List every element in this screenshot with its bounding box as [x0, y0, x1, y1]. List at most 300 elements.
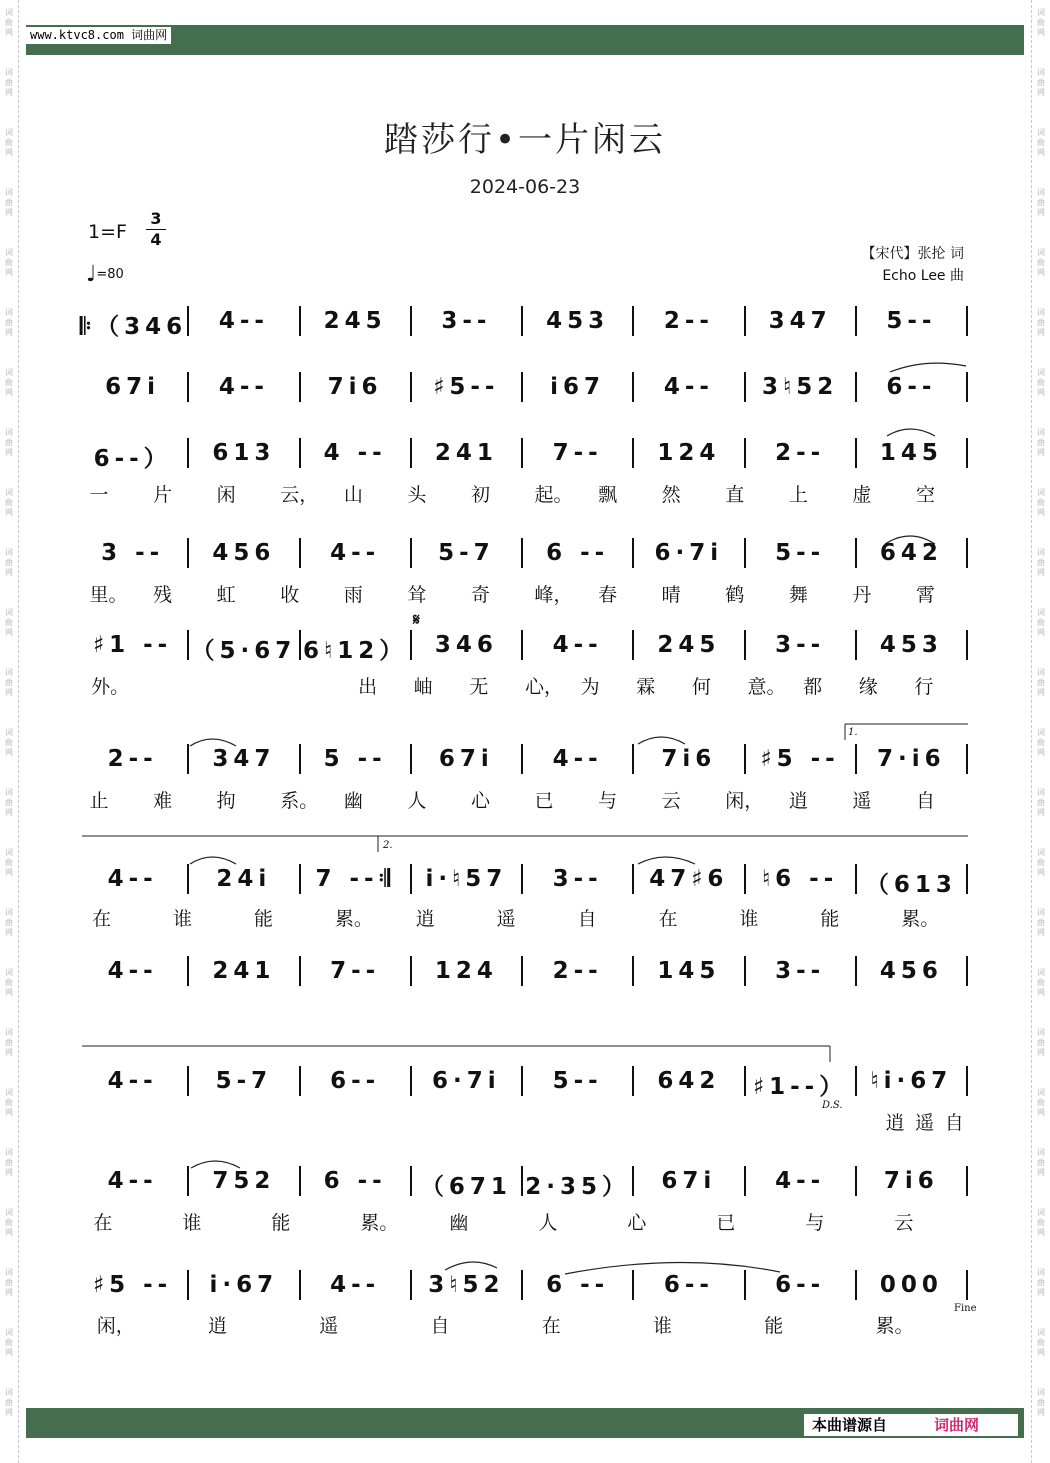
barline [410, 538, 412, 568]
composer-credit: Echo Lee 曲 [882, 268, 964, 284]
lyric-syllable: 鹤 [725, 584, 745, 606]
lyric-syllable: 累。 [901, 908, 940, 930]
watermark-text: 词曲网 [5, 1028, 13, 1057]
watermark-text: 词曲网 [1037, 1088, 1045, 1117]
measure: 145 [657, 958, 721, 984]
score-row [80, 1168, 970, 1198]
watermark-text: 词曲网 [5, 128, 13, 157]
fine-marking: Fine [954, 1303, 977, 1314]
lyric-syllable: 在 [92, 908, 112, 930]
watermark-text: 词曲网 [5, 248, 13, 277]
measure: 6·7i [654, 540, 724, 566]
watermark-text: 词曲网 [5, 1328, 13, 1357]
lyric-syllable: 耸 [407, 584, 427, 606]
lyric-syllable: 春 [598, 584, 618, 606]
lyric-syllable: 遥 [915, 1112, 935, 1134]
measure: 4-- [552, 746, 603, 772]
score-row [80, 540, 970, 570]
measure: 453 [546, 308, 610, 334]
watermark-text: 词曲网 [5, 368, 13, 397]
barline [521, 538, 523, 568]
score-row [80, 746, 970, 776]
measure: 5-- [886, 308, 937, 334]
barline [744, 1166, 746, 1196]
barline [855, 1270, 857, 1300]
barline [410, 306, 412, 336]
lyric-syllable: 心 [470, 790, 490, 812]
barline [521, 630, 523, 660]
lyric-syllable: 空 [915, 484, 935, 506]
key-signature: 1=F [88, 221, 127, 243]
lyric-syllable: 初 [470, 484, 490, 506]
barline [521, 1166, 523, 1196]
lyric-syllable: 人 [538, 1212, 558, 1234]
lyric-syllable: 收 [280, 584, 300, 606]
lyric-syllable: 片 [153, 484, 173, 506]
right-watermark-strip [1031, 0, 1050, 1463]
barline [187, 744, 189, 774]
watermark-text: 词曲网 [1037, 188, 1045, 217]
lyric-syllable: 已 [534, 790, 554, 812]
lyric-syllable: 难 [153, 790, 173, 812]
watermark-text: 词曲网 [1037, 8, 1045, 37]
measure: 145 [879, 440, 943, 466]
barline [744, 438, 746, 468]
barline [410, 1066, 412, 1096]
lyric-syllable: 行 [914, 676, 934, 698]
measure: 6-- [330, 1068, 381, 1094]
tie-mark [638, 857, 695, 864]
measure: 67i [438, 746, 494, 772]
barline [299, 372, 301, 402]
lyric-syllable: 奇 [470, 584, 490, 606]
lyric-syllable: 头 [407, 484, 427, 506]
measure: i67 [550, 374, 606, 400]
watermark-text: 词曲网 [1037, 668, 1045, 697]
site-url-link[interactable]: www.ktvc8.com 词曲网 [26, 27, 171, 44]
volta-2-label: 2. [383, 840, 393, 851]
barline [632, 372, 634, 402]
lyric-syllable: 累。 [360, 1212, 399, 1234]
barline [966, 438, 968, 468]
lyric-syllable: 上 [788, 484, 808, 506]
measure: 245 [323, 308, 387, 334]
watermark-text: 词曲网 [1037, 428, 1045, 457]
source-label: 本曲谱源自 [812, 1416, 888, 1434]
measure: 2·35） [525, 1174, 630, 1200]
barline [187, 438, 189, 468]
barline [521, 438, 523, 468]
barline [521, 306, 523, 336]
barline [299, 1066, 301, 1096]
quarter-note-icon: ♩ [86, 262, 97, 287]
watermark-text: 词曲网 [5, 1388, 13, 1417]
lyric-syllable: 在 [658, 908, 678, 930]
barline [521, 1270, 523, 1300]
watermark-text: 词曲网 [5, 308, 13, 337]
barline [299, 744, 301, 774]
measure: 𝄆（346 [80, 314, 188, 340]
watermark-text: 词曲网 [1037, 788, 1045, 817]
barline [966, 1270, 968, 1300]
lyric-syllable: 系。 [280, 790, 319, 812]
barline [299, 538, 301, 568]
lyric-syllable: 残 [153, 584, 173, 606]
measure: 67i [661, 1168, 717, 1194]
measure: 24i [216, 866, 272, 892]
tie-mark [190, 739, 236, 746]
lyric-syllable: 丹 [852, 584, 872, 606]
watermark-text: 词曲网 [1037, 848, 1045, 877]
lyric-syllable: 人 [407, 790, 427, 812]
watermark-text: 词曲网 [5, 1268, 13, 1297]
measure: 2-- [552, 958, 603, 984]
measure: 5-- [552, 1068, 603, 1094]
measure: 3♮52 [428, 1272, 505, 1298]
measure: 124 [434, 958, 498, 984]
barline [632, 1066, 634, 1096]
measure: 3-- [552, 866, 603, 892]
header-bar [26, 25, 1024, 55]
lyric-syllable: 谁 [173, 908, 193, 930]
barline [966, 538, 968, 568]
measure: 3♮52 [762, 374, 839, 400]
tie-mark [191, 1161, 240, 1168]
barline [299, 306, 301, 336]
lyric-syllable: 雨 [343, 584, 363, 606]
measure: i·♮57 [425, 866, 508, 892]
measure: 4 -- [323, 440, 387, 466]
measure: 752 [212, 1168, 276, 1194]
barline [299, 630, 301, 660]
lyrics-row [80, 580, 970, 604]
lyric-syllable: 岫 [413, 676, 433, 698]
lyric-syllable: 然 [661, 484, 681, 506]
watermark-text: 词曲网 [1037, 968, 1045, 997]
lyric-syllable: 与 [598, 790, 618, 812]
lyric-syllable: 飘 [598, 484, 618, 506]
score-row [80, 866, 970, 896]
lyric-syllable: 能 [764, 1315, 784, 1337]
measure: 642 [879, 540, 943, 566]
measure: ♯5 -- [93, 1272, 173, 1298]
measure: 5-7 [215, 1068, 273, 1094]
lyric-syllable: 遥 [496, 908, 516, 930]
measure: 67i [105, 374, 161, 400]
barline [744, 630, 746, 660]
lyric-syllable: 自 [944, 1112, 964, 1134]
barline [521, 864, 523, 894]
lyric-syllable: 闲 [216, 484, 236, 506]
barline [521, 744, 523, 774]
measure: 6 -- [323, 1168, 387, 1194]
barline [299, 438, 301, 468]
lyric-syllable: 自 [430, 1315, 450, 1337]
lyric-syllable: 幽 [343, 790, 363, 812]
measure: 124 [657, 440, 721, 466]
measure: 6 -- [546, 1272, 610, 1298]
segno-icon: 𝄋 [413, 610, 420, 629]
barline [299, 1270, 301, 1300]
watermark-text: 词曲网 [5, 788, 13, 817]
watermark-text: 词曲网 [5, 728, 13, 757]
lyric-syllable: 能 [253, 908, 273, 930]
barline [855, 956, 857, 986]
measure: 2-- [663, 308, 714, 334]
measure: 6♮12） [303, 638, 408, 664]
lyric-syllable: 霄 [915, 584, 935, 606]
measure: ♮6 -- [761, 866, 839, 892]
lyricist-credit: 【宋代】张抡 词 [861, 246, 964, 262]
measure: 4-- [107, 1068, 158, 1094]
watermark-text: 词曲网 [5, 428, 13, 457]
measure: ♮i·67 [870, 1068, 953, 1094]
watermark-text: 词曲网 [1037, 548, 1045, 577]
lyric-syllable: 拘 [216, 790, 236, 812]
lyric-syllable: 山 [343, 484, 363, 506]
lyric-syllable: 无 [469, 676, 489, 698]
measure: 453 [879, 632, 943, 658]
barline [744, 1066, 746, 1096]
barline [744, 864, 746, 894]
lyrics-row [80, 904, 970, 928]
barline [632, 744, 634, 774]
measure: 347 [768, 308, 832, 334]
measure: 3-- [775, 632, 826, 658]
score-row [80, 958, 970, 988]
barline [966, 956, 968, 986]
measure: 4-- [330, 540, 381, 566]
barline [855, 538, 857, 568]
watermark-text: 词曲网 [5, 908, 13, 937]
barline [855, 372, 857, 402]
measure: 613 [212, 440, 276, 466]
source-site-link[interactable]: 词曲网 [934, 1416, 980, 1434]
measure: （5·67 [191, 638, 297, 664]
watermark-text: 词曲网 [1037, 128, 1045, 157]
source-box [804, 1414, 1018, 1436]
lyric-syllable: 已 [716, 1212, 736, 1234]
lyrics-row [80, 1208, 970, 1232]
measure: 4-- [218, 308, 269, 334]
lyrics-row [80, 1311, 970, 1335]
time-signature-bottom: 4 [150, 230, 162, 249]
lyric-syllable: 虹 [216, 584, 236, 606]
barline [744, 956, 746, 986]
footer-bar [26, 1408, 1024, 1438]
tempo-marking [86, 262, 124, 287]
measure: 4-- [107, 866, 158, 892]
barline [744, 306, 746, 336]
lyric-syllable: 为 [580, 676, 600, 698]
barline [299, 956, 301, 986]
barline [632, 438, 634, 468]
lyric-syllable: 能 [271, 1212, 291, 1234]
measure: 456 [879, 958, 943, 984]
measure: i·67 [209, 1272, 279, 1298]
watermark-text: 词曲网 [5, 968, 13, 997]
lyric-syllable: 云， [280, 484, 319, 506]
barline [410, 630, 412, 660]
song-date: 2024-06-23 [469, 176, 581, 198]
watermark-text: 词曲网 [1037, 608, 1045, 637]
measure: 7·i6 [877, 746, 946, 772]
watermark-text: 词曲网 [1037, 1148, 1045, 1177]
barline [299, 864, 301, 894]
barline [187, 1066, 189, 1096]
measure: 3-- [441, 308, 492, 334]
tempo-value: =80 [96, 267, 124, 282]
lyric-syllable: 虚 [852, 484, 872, 506]
tie-mark [638, 737, 685, 744]
time-signature-top: 3 [150, 209, 162, 228]
measure: 5 -- [323, 746, 387, 772]
barline [632, 306, 634, 336]
watermark-text: 词曲网 [1037, 1208, 1045, 1237]
left-watermark-strip [0, 0, 19, 1463]
measure: 000 [879, 1272, 943, 1298]
barline [521, 372, 523, 402]
score-row [80, 1272, 970, 1302]
lyric-syllable: 里。 [89, 584, 128, 606]
lyrics-row [80, 672, 970, 696]
watermark-text: 词曲网 [1037, 308, 1045, 337]
watermark-text: 词曲网 [5, 68, 13, 97]
volta-1-label: 1. [848, 727, 858, 738]
barline [966, 864, 968, 894]
song-title: 踏莎行•一片闲云 [383, 120, 667, 160]
barline [744, 372, 746, 402]
measure: 4-- [552, 632, 603, 658]
lyric-syllable: 累。 [334, 908, 373, 930]
lyrics-row [80, 786, 970, 810]
barline [410, 744, 412, 774]
watermark-text: 词曲网 [1037, 1388, 1045, 1417]
barline [966, 372, 968, 402]
measure: 7-- [330, 958, 381, 984]
measure: 7i6 [327, 374, 383, 400]
measure: 3-- [775, 958, 826, 984]
lyric-syllable: 云 [894, 1212, 914, 1234]
watermark-text: 词曲网 [5, 1208, 13, 1237]
barline [855, 438, 857, 468]
lyric-syllable: 谁 [182, 1212, 202, 1234]
barline [187, 306, 189, 336]
barline [410, 1270, 412, 1300]
watermark-text: 词曲网 [5, 608, 13, 637]
time-signature [146, 210, 166, 249]
barline [410, 864, 412, 894]
lyric-syllable: 意。 [747, 676, 786, 698]
lyrics-row [80, 480, 970, 504]
measure: ♯1 -- [93, 632, 173, 658]
barline [855, 1166, 857, 1196]
barline [187, 538, 189, 568]
barline [187, 630, 189, 660]
barline [632, 630, 634, 660]
lyric-syllable: 都 [803, 676, 823, 698]
watermark-text: 词曲网 [1037, 908, 1045, 937]
lyric-syllable: 自 [577, 908, 597, 930]
watermark-text: 词曲网 [5, 1148, 13, 1177]
barline [855, 1066, 857, 1096]
lyric-syllable: 外。 [91, 676, 130, 698]
measure: 346 [434, 632, 498, 658]
watermark-text: 词曲网 [5, 488, 13, 517]
barline [632, 538, 634, 568]
lyric-syllable: 遥 [852, 790, 872, 812]
barline [187, 1166, 189, 1196]
barline [410, 438, 412, 468]
measure: 7i6 [883, 1168, 939, 1194]
measure: 642 [657, 1068, 721, 1094]
measure: 3 -- [101, 540, 165, 566]
measure: 6·7i [432, 1068, 501, 1094]
score-row [80, 1068, 970, 1098]
lyric-syllable: 自 [915, 790, 935, 812]
lyric-syllable: 能 [820, 908, 840, 930]
lyric-syllable: 出 [358, 676, 378, 698]
lyric-syllable: 止 [89, 790, 109, 812]
barline [855, 864, 857, 894]
ds-marking: D.S. [822, 1100, 843, 1111]
measure: 4-- [775, 1168, 826, 1194]
barline [410, 956, 412, 986]
barline [855, 744, 857, 774]
watermark-text: 词曲网 [1037, 1028, 1045, 1057]
barline [187, 372, 189, 402]
measure: 5-7 [438, 540, 495, 566]
score-row [80, 308, 970, 338]
measure: 7-- [552, 440, 603, 466]
watermark-text: 词曲网 [5, 8, 13, 37]
watermark-text: 词曲网 [5, 548, 13, 577]
barline [187, 1270, 189, 1300]
measure: （613 [865, 872, 957, 898]
barline [966, 1066, 968, 1096]
lyric-syllable: 缘 [858, 676, 878, 698]
lyric-syllable: 舞 [788, 584, 808, 606]
barline [966, 744, 968, 774]
barline [187, 864, 189, 894]
lyric-syllable: 闲， [96, 1315, 135, 1337]
watermark-text: 词曲网 [5, 668, 13, 697]
measure: 4-- [218, 374, 269, 400]
lyric-syllable: 闲， [725, 790, 764, 812]
barline [966, 306, 968, 336]
barline [632, 1270, 634, 1300]
lyric-syllable: 峰， [534, 584, 573, 606]
barline [966, 1166, 968, 1196]
measure: 4-- [330, 1272, 381, 1298]
measure: ♯1--） [753, 1074, 848, 1100]
measure: 7i6 [661, 746, 717, 772]
score-row [80, 440, 970, 470]
watermark-text: 词曲网 [1037, 1268, 1045, 1297]
lyric-syllable: 逍 [415, 908, 435, 930]
measure: 4-- [107, 958, 158, 984]
measure: 241 [212, 958, 276, 984]
barline [187, 956, 189, 986]
measure: 6-- [886, 374, 937, 400]
lyric-syllable: 谁 [739, 908, 759, 930]
barline [744, 744, 746, 774]
measure: 6 -- [546, 540, 610, 566]
lyric-syllable: 直 [725, 484, 745, 506]
barline [410, 372, 412, 402]
lyric-syllable: 在 [93, 1212, 113, 1234]
lyric-syllable: 谁 [652, 1315, 672, 1337]
